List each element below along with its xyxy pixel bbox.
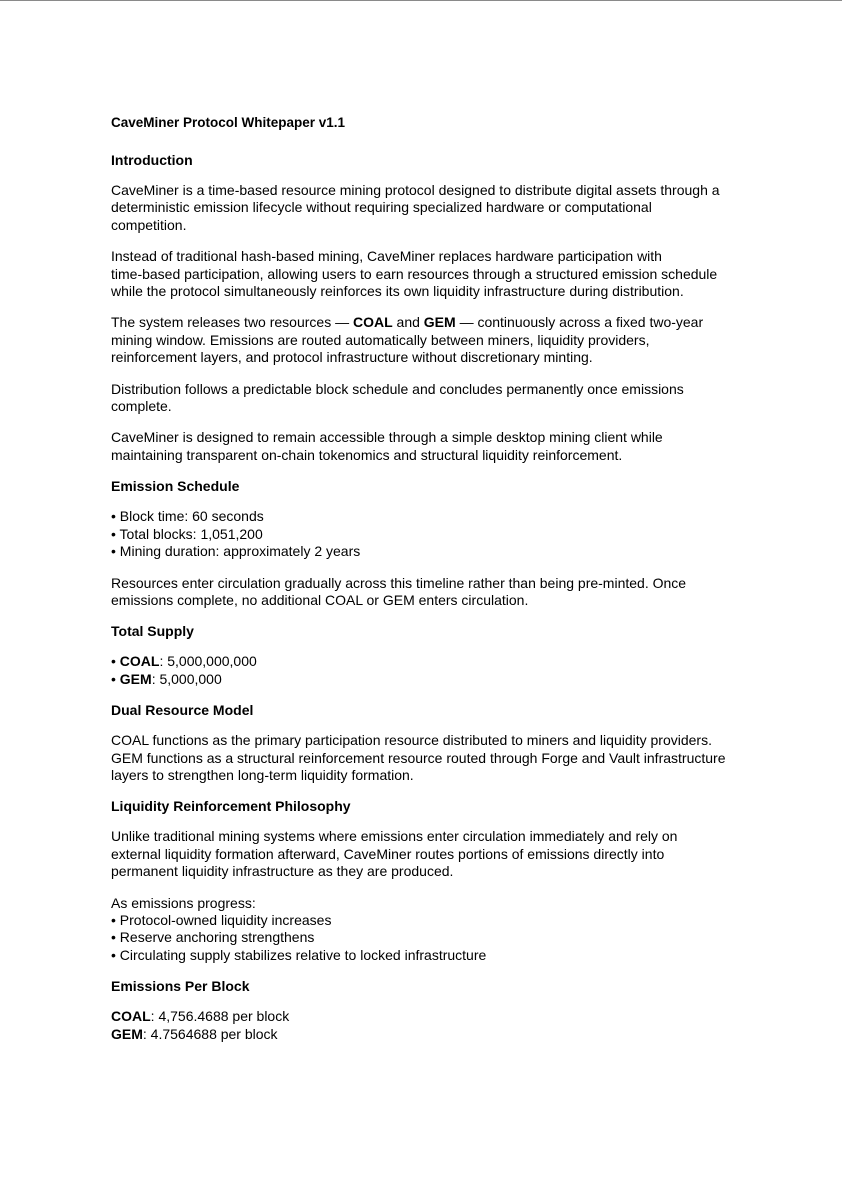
text-line (111, 314, 751, 331)
text-line: deterministic emission lifecycle without requiring specialized hardware or computational (111, 199, 652, 216)
text-line: mining window. Emissions are routed automatically between miners, liquidity providers, (111, 331, 650, 348)
supply-label: GEM (119, 670, 152, 687)
document-page (111, 115, 751, 1057)
list-item (111, 1008, 751, 1025)
supply-label: COAL (119, 653, 160, 670)
intro-paragraph-5 (111, 429, 751, 464)
text-line: CaveMiner is designed to remain accessible through a simple desktop mining client while (111, 429, 663, 446)
list-item: • Reserve anchoring strengthens (111, 929, 315, 946)
heading-dual-resource-model: Dual Resource Model (111, 702, 254, 719)
bullet: • (111, 653, 120, 670)
coal-term: COAL (352, 314, 393, 331)
supply-value: : 5,000,000,000 (159, 653, 257, 670)
liquidity-paragraph (111, 828, 751, 880)
text-line: Instead of traditional hash-based mining, CaveMiner replaces hardware participation with (111, 248, 662, 265)
text-line: while the protocol simultaneously reinforces its own liquidity infrastructure during distribution. (111, 283, 684, 300)
text-line: complete. (111, 398, 172, 415)
heading-introduction: Introduction (111, 152, 193, 168)
heading-emissions-per-block: Emissions Per Block (111, 978, 250, 995)
emission-schedule-paragraph (111, 575, 751, 610)
total-supply-list (111, 653, 751, 688)
list-intro: As emissions progress: (111, 894, 256, 911)
text-line: time-based participation, allowing users to earn resources through a structured emission schedule (111, 265, 718, 282)
heading-emission-schedule: Emission Schedule (111, 478, 240, 495)
text-line: Resources enter circulation gradually across this timeline rather than being pre-minted. Once (111, 574, 687, 591)
intro-paragraph-3 (111, 314, 751, 366)
supply-value: : 5,000,000 (151, 670, 222, 687)
dual-resource-paragraph (111, 732, 751, 784)
per-block-value: : 4.7564688 per block (142, 1025, 278, 1042)
text-line: emissions complete, no additional COAL or GEM enters circulation. (111, 591, 529, 608)
emissions-per-block-list (111, 1008, 751, 1043)
text-line: layers to strengthen long-term liquidity formation. (111, 766, 414, 783)
list-item: • Mining duration: approximately 2 years (111, 543, 361, 560)
intro-paragraph-4 (111, 381, 751, 416)
text-line: COAL functions as the primary participation resource distributed to miners and liquidity providers. (111, 732, 712, 749)
list-item (111, 653, 751, 670)
text-fragment: — continuously across a fixed two-year (455, 314, 704, 331)
text-line: Distribution follows a predictable block schedule and concludes permanently once emissions (111, 380, 684, 397)
text-line: permanent liquidity infrastructure as they are produced. (111, 863, 454, 880)
text-line: external liquidity formation afterward, CaveMiner routes portions of emissions directly into (111, 845, 665, 862)
intro-paragraph-2 (111, 248, 751, 300)
per-block-label: COAL (111, 1008, 151, 1025)
emission-schedule-list (111, 508, 751, 560)
list-item (111, 671, 751, 688)
text-line: competition. (111, 216, 187, 233)
list-item: • Total blocks: 1,051,200 (111, 525, 263, 542)
text-fragment: and (392, 314, 424, 331)
bullet: • (111, 670, 120, 687)
text-line: CaveMiner is a time-based resource mining protocol designed to distribute digital assets through a (111, 182, 720, 198)
text-line: maintaining transparent on-chain tokenomics and structural liquidity reinforcement. (111, 446, 623, 463)
heading-liquidity-reinforcement: Liquidity Reinforcement Philosophy (111, 798, 351, 815)
intro-paragraph-1 (111, 182, 751, 234)
list-item: • Circulating supply stabilizes relative to locked infrastructure (111, 946, 487, 963)
per-block-value: : 4,756.4688 per block (150, 1008, 290, 1025)
per-block-label: GEM (111, 1025, 143, 1042)
list-item: • Block time: 60 seconds (111, 508, 264, 525)
text-line: reinforcement layers, and protocol infrastructure without discretionary minting. (111, 349, 593, 366)
document-title: CaveMiner Protocol Whitepaper v1.1 (111, 115, 346, 130)
list-item (111, 1026, 751, 1043)
gem-term: GEM (423, 314, 456, 331)
top-border-line (0, 0, 842, 1)
liquidity-list (111, 895, 751, 965)
heading-total-supply: Total Supply (111, 623, 194, 640)
text-line: Unlike traditional mining systems where emissions enter circulation immediately and rely on (111, 828, 678, 845)
text-line: GEM functions as a structural reinforcement resource routed through Forge and Vault infrastructure (111, 749, 726, 766)
text-fragment: The system releases two resources — (111, 314, 353, 331)
list-item: • Protocol-owned liquidity increases (111, 911, 332, 928)
